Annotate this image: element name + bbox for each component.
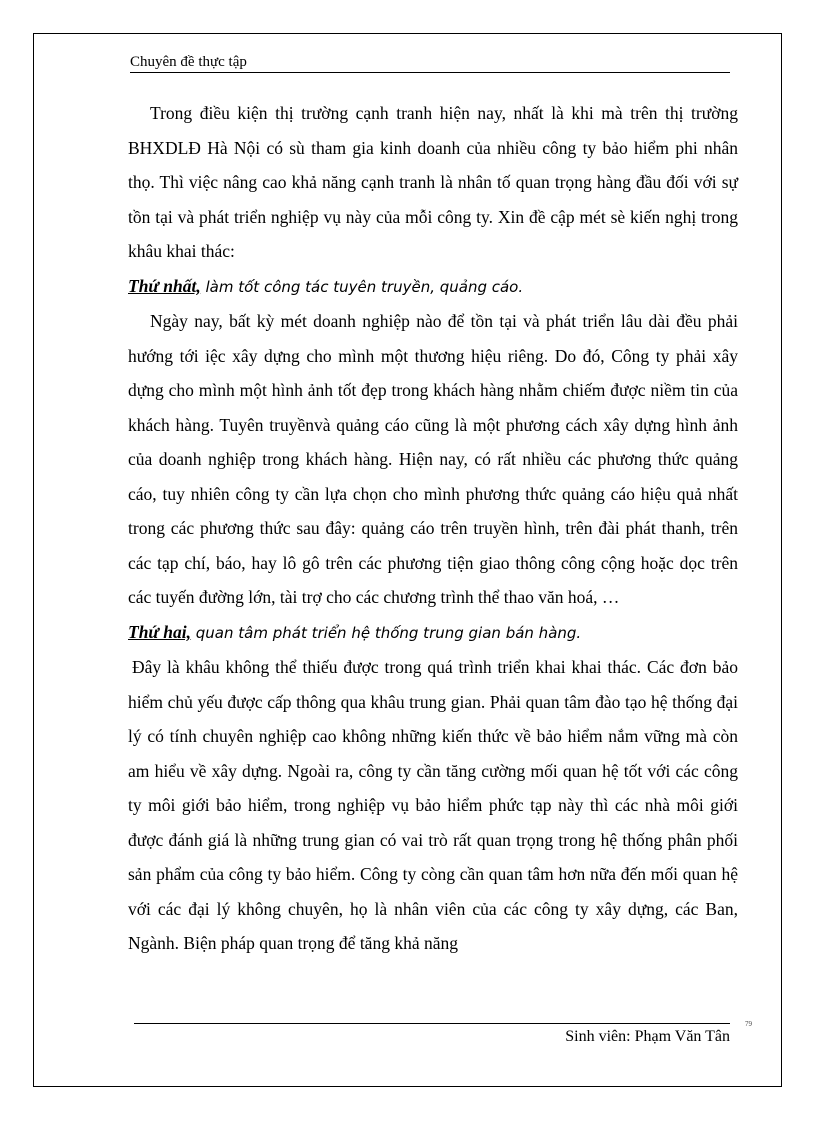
header-title: Chuyên đề thực tập <box>130 54 247 70</box>
paragraph-intermediaries: Đây là khâu không thể thiếu được trong quá trình triển khai khai thác. Các đơn bảo hiểm chủ yếu được cấp thông qua khâu trung gian. Phải quan tâm đào tạo hệ thống đại lý có tính chuyên nghiệp cao không những kiến thức về bảo hiểm nắm vững mà còn am hiểu về xây dựng. Ngoài ra, công ty cần tăng cường mối quan hệ tốt với các công ty môi giới bảo hiểm, trong nghiệp vụ bảo hiểm phức tạp này thì các nhà môi giới được đánh giá là những trung gian có vai trò rất quan trọng trong hệ thống phân phối sản phẩm của công ty bảo hiểm. Công ty còng cần quan tâm hơn nữa đến mối quan hệ với các đại lý không chuyên, họ là nhân viên của các công ty xây dựng, các Ban, Ngành. Biện pháp quan trọng để tăng khả năng <box>128 657 738 953</box>
page-header <box>130 52 730 73</box>
footer-student-name: Sinh viên: Phạm Văn Tân <box>565 1028 730 1045</box>
footer-rule <box>134 1023 730 1024</box>
section-heading-first <box>128 269 738 305</box>
heading-second-lead: Thứ hai, <box>128 621 192 642</box>
document-body <box>128 96 738 961</box>
heading-first-lead: Thứ nhất, <box>128 275 201 296</box>
paragraph-intro: Trong điều kiện thị trường cạnh tranh hiện nay, nhất là khi mà trên thị trường BHXDLĐ Hà Nội có sù tham gia kinh doanh của nhiều công ty bảo hiểm phi nhân thọ. Thì việc nâng cao khả năng cạnh tranh là nhân tố quan trọng hàng đầu đối với sự tồn tại và phát triển nghiệp vụ này của mỗi công ty. Xin đề cập mét sè kiến nghị trong khâu khai thác: <box>128 103 738 261</box>
heading-second-text: quan tâm phát triển hệ thống trung gian bán hàng. <box>191 623 582 642</box>
section-heading-second <box>128 615 738 651</box>
page-number: 79 <box>745 1020 752 1028</box>
heading-first-text: làm tốt công tác tuyên truyền, quảng cáo. <box>200 277 524 296</box>
paragraph-advertising: Ngày nay, bất kỳ mét doanh nghiệp nào để tồn tại và phát triển lâu dài đều phải hướng tới iệc xây dựng cho mình một thương hiệu riêng. Do đó, Công ty phải xây dựng cho mình một hình ảnh tốt đẹp trong khách hàng nhằm chiếm được niềm tin của khách hàng. Tuyên truyềnvà quảng cáo cũng là một phương cách xây dựng hình ảnh của doanh nghiệp trong khách hàng. Hiện nay, có rất nhiều các phương thức quảng cáo, tuy nhiên công ty cần lựa chọn cho mình phương thức quảng cáo hiệu quả nhất trong các phương thức sau đây: quảng cáo trên truyền hình, trên đài phát thanh, trên các tạp chí, báo, hay lô gô trên các phương tiện giao thông công cộng hoặc dọc trên các tuyến đường lớn, tài trợ cho các chương trình thể thao văn hoá, … <box>128 311 738 607</box>
